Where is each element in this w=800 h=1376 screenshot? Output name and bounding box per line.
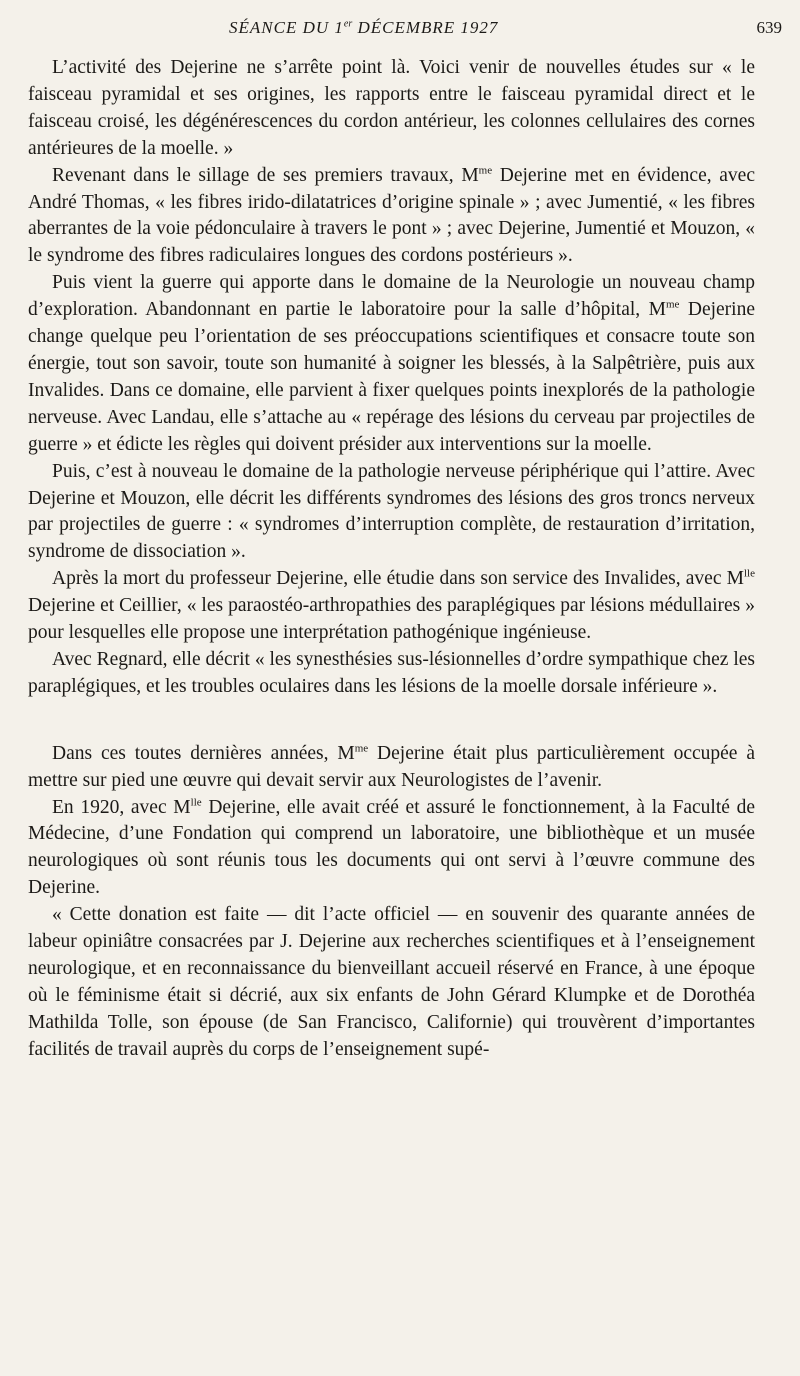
paragraph: Avec Regnard, elle décrit « les synesthésies sus-lésionnelles d’ordre sympathique chez les paraplégiques, et les troubles oculaires dans les lésions de la moelle dorsale inférieure ». xyxy=(28,648,755,697)
paragraph: Revenant dans le sillage de ses premiers travaux, $M^{me}$ Dejerine met en évidence, avec André Thomas, « les fibres irido-dilatatrices d’origine spinale » ; avec Jumentié, « les fibres aberrantes de la voie pédonculaire à travers le pont » ; avec Dejerine, Jumentié et Mouzon, « le syndrome des fibres radiculaires longues des cordons postérieurs ». xyxy=(28,164,755,267)
running-header xyxy=(0,18,800,46)
paragraph: Dans ces toutes dernières années, $M^{me}$ Dejerine était plus particulièrement occupée à mettre sur pied une œuvre qui devait servir aux Neurologistes de l’avenir. xyxy=(28,742,755,791)
paragraph: Puis vient la guerre qui apporte dans le domaine de la Neurologie un nouveau champ d’exploration. Abandonnant en partie le laboratoire pour la salle d’hôpital, $M^{me}$ Dejerine change quelque peu l’orientation de ses préoccupations scientifiques et consacre toute son énergie, tout son savoir, toute son humanité à soigner les blessés, à la Salpêtrière, puis aux Invalides. Dans ce domaine, elle parvient à fixer quelques points inexplorés de la pathologie nerveuse. Avec Landau, elle s’attache au « repérage des lésions du cerveau par projectiles de guerre » et édicte les règles qui doivent présider aux interventions sur la moelle. xyxy=(28,272,755,455)
section-gap xyxy=(28,701,755,741)
paragraph: « Cette donation est faite — dit l’acte officiel — en souvenir des quarante années de labeur opiniâtre consacrées par J. Dejerine aux recherches scientifiques et à l’enseignement neurologique, et en reconnaissance du bienveillant accueil réservé en France, à une époque où le féminisme était si décrié, aux six enfants de John Gérard Klumpke et de Dorothéa Mathilda Tolle, son épouse (de San Francisco, Californie) qui trouvèrent d’importantes facilités de travail auprès du corps de l’enseignement supé- xyxy=(28,904,755,1060)
page-number: 639 xyxy=(756,18,782,37)
paragraph: L’activité des Dejerine ne s’arrête point là. Voici venir de nouvelles études sur « le faisceau pyramidal et ses origines, les rapports entre le faisceau pyramidal direct et le faisceau croisé, les dégénérescences du cordon antérieur, les colonnes cellulaires des cornes antérieures de la moelle. » xyxy=(28,57,755,159)
body-text xyxy=(28,55,755,1064)
paragraph: En 1920, avec $M^{lle}$ Dejerine, elle avait créé et assuré le fonctionnement, à la Faculté de Médecine, d’une Fondation qui comprend un laboratoire, une bibliothèque et un musée neurologiques où sont réunis tous les documents qui ont servi à l’œuvre commune des Dejerine. xyxy=(28,796,755,899)
paragraph: Puis, c’est à nouveau le domaine de la pathologie nerveuse périphérique qui l’attire. Avec Dejerine et Mouzon, elle décrit les différents syndromes des lésions des gros troncs nerveux par projectiles de guerre : « syndromes d’interruption complète, de restauration d’irritation, syndrome de dissociation ». xyxy=(28,460,755,563)
running-title: SÉANCE DU 1er DÉCEMBRE 1927 xyxy=(229,18,499,37)
paragraph: Après la mort du professeur Dejerine, elle étudie dans son service des Invalides, avec $M^{lle}$ Dejerine et Ceillier, « les paraostéo-arthropathies des paraplégiques par lésions médullaires » pour lesquelles elle propose une interprétation pathogénique ingénieuse. xyxy=(28,567,755,644)
